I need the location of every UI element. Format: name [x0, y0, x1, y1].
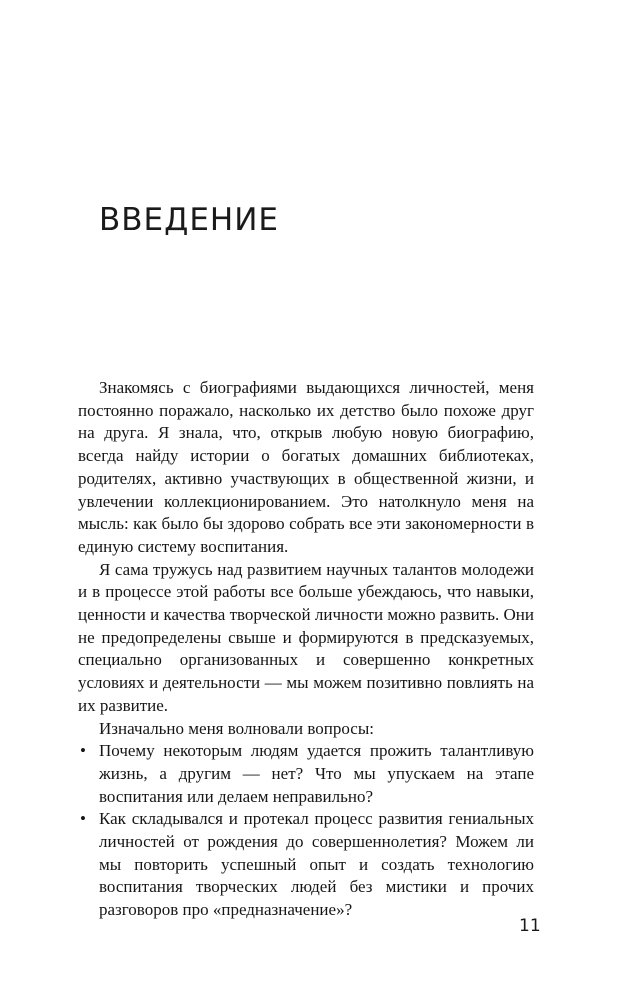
paragraph-1: Знакомясь с биографиями выдающихся личностей, меня постоянно поражало, насколько их детство было похоже друг на друга. Я знала, что, открыв любую новую биографию, всегда найду истории о богатых домашних библиотеках, родителях, активно участвующих в общественной жизни, и увлечении коллекционированием. Это натолкнуло меня на мысль: как было бы здорово собрать все эти закономерности в единую систему воспитания. — [78, 378, 534, 556]
bullet-marker: • — [80, 741, 86, 761]
page-number: 11 — [519, 916, 541, 936]
chapter-title: ВВЕДЕНИЕ — [99, 202, 280, 238]
list-item-text: Почему некоторым людям удается прожить талантливую жизнь, а другим — нет? Что мы упускаем на этапе воспитания или делаем неправильно? — [99, 741, 534, 806]
body-text — [78, 377, 534, 922]
paragraph-2: Я сама тружусь над развитием научных талантов молодежи и в процессе этой работы все больше убеждаюсь, что навыки, ценности и качества творческой личности можно развить. Они не предопределены свыше и формируются в предсказуемых, специально организованных и совершенно конкретных условиях и деятельности — мы можем позитивно повлиять на их развитие. — [78, 559, 534, 715]
question-list — [78, 740, 534, 922]
list-item-text: Как складывался и протекал процесс развития гениальных личностей от рождения до совершеннолетия? Можем ли мы повторить успешный опыт и создать технологию воспитания творческих людей без мистики и прочих разговоров про «предназначение»? — [99, 809, 534, 920]
paragraph-3: Изначально меня волновали вопросы: — [99, 718, 374, 738]
list-item — [78, 740, 534, 808]
bullet-marker: • — [80, 809, 86, 829]
list-item — [78, 808, 534, 922]
